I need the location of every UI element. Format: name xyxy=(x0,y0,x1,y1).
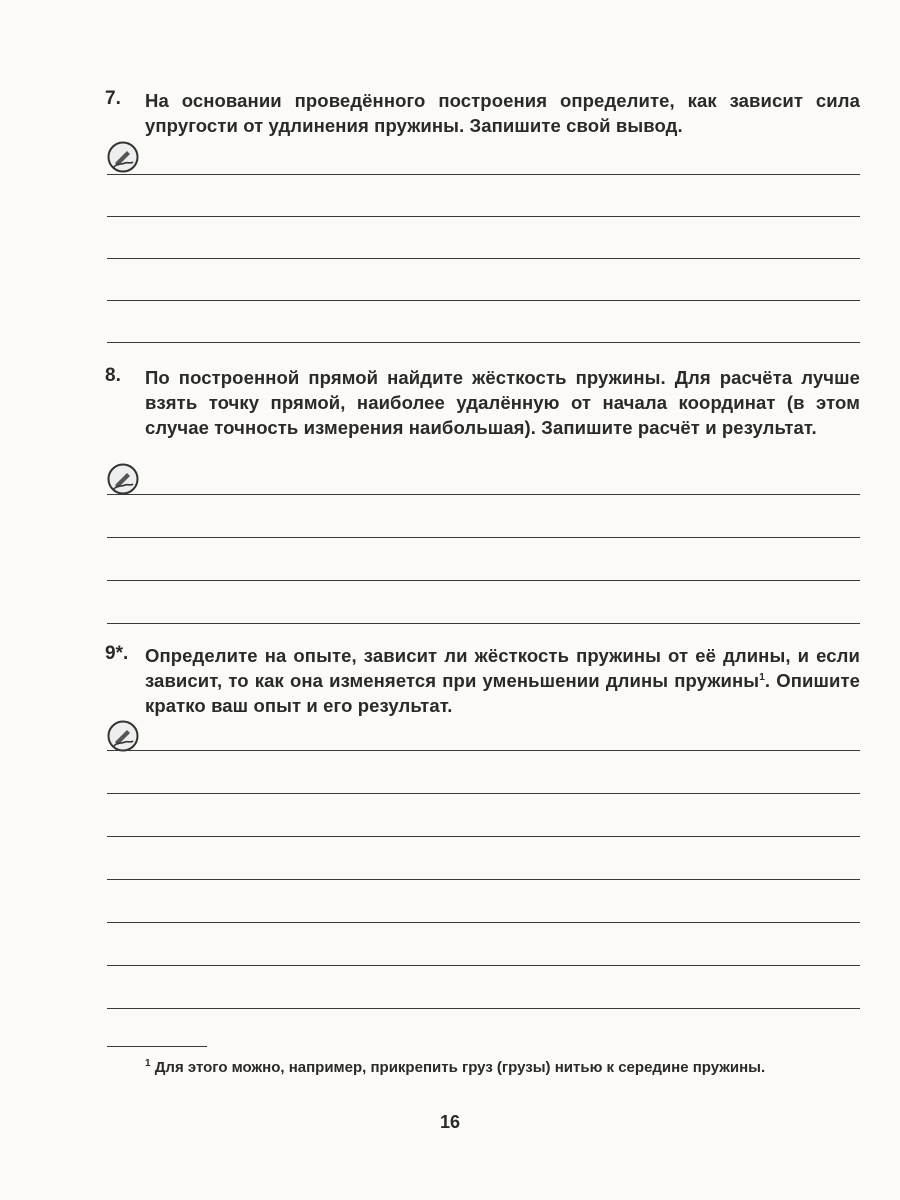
answer-line[interactable] xyxy=(107,342,860,343)
answer-line[interactable] xyxy=(107,216,860,217)
task-number: 8. xyxy=(105,365,121,386)
page-number: 16 xyxy=(439,1112,461,1132)
answer-line[interactable] xyxy=(107,537,860,538)
answer-line[interactable] xyxy=(107,580,860,581)
task-number: 9*. xyxy=(105,643,129,664)
task-text: Определите на опыте, зависит ли жёсткость пружины от её длины, и если зависит, то как она изменяется при уменьшении длины пружины$^1$. Опишите кратко ваш опыт и его результат. xyxy=(145,645,861,716)
pencil-in-circle-icon xyxy=(107,141,139,173)
task-text: По построенной прямой найдите жёсткость пружины. Для расчёта лучше взять точку прямой, наиболее удалённую от начала координат (в этом случае точность измерения наибольшая). Запишите расчёт и результат. xyxy=(145,367,860,438)
answer-line[interactable] xyxy=(107,879,860,880)
footnote-rule xyxy=(107,1046,207,1047)
answer-line[interactable] xyxy=(107,836,860,837)
answer-line[interactable] xyxy=(107,965,860,966)
task-7 xyxy=(105,88,860,138)
answer-line[interactable] xyxy=(107,922,860,923)
answer-line[interactable] xyxy=(107,623,860,624)
footnote-marker: 1 xyxy=(145,1058,151,1069)
footnote-reference: 1 xyxy=(759,671,765,683)
answer-line[interactable] xyxy=(107,300,860,301)
pencil-in-circle-icon xyxy=(107,463,139,495)
answer-line[interactable] xyxy=(107,793,860,794)
answer-line[interactable] xyxy=(107,1008,860,1009)
task-number: 7. xyxy=(105,88,121,109)
task-8 xyxy=(105,365,860,440)
answer-line[interactable] xyxy=(107,174,860,175)
task-text: На основании проведённого построения определите, как зависит сила упругости от удлинения пружины. Запишите свой вывод. xyxy=(145,90,860,136)
pencil-in-circle-icon xyxy=(107,720,139,752)
footnote xyxy=(107,1056,860,1080)
footnote-text: Для этого можно, например, прикрепить груз (грузы) нитью к середине пружины. xyxy=(154,1059,766,1076)
answer-line[interactable] xyxy=(107,750,860,751)
answer-line[interactable] xyxy=(107,494,860,495)
answer-line[interactable] xyxy=(107,258,860,259)
task-9 xyxy=(105,643,860,718)
